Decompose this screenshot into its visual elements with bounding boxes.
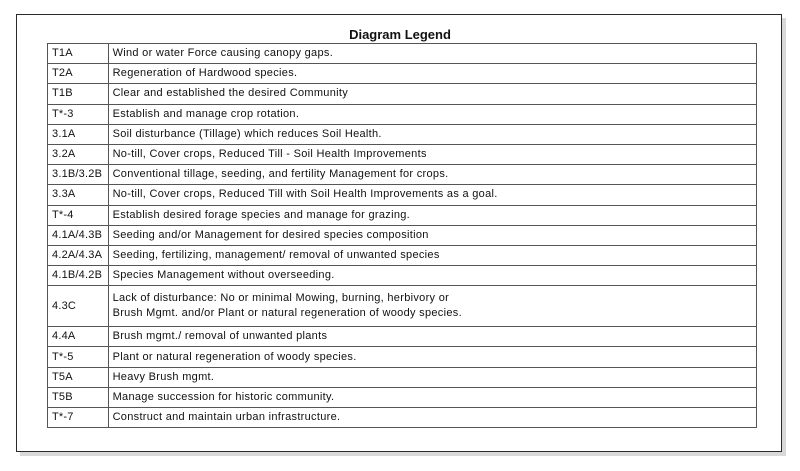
legend-description xyxy=(108,124,756,144)
legend-code: T*-7 xyxy=(48,408,109,428)
legend-description xyxy=(108,245,756,265)
description-line: Manage succession for historic community. xyxy=(112,390,335,403)
table-row xyxy=(48,266,757,286)
description-line: Soil disturbance (Tillage) which reduces Soil Health. xyxy=(112,127,382,140)
legend-description xyxy=(108,165,756,185)
legend-code: T*-3 xyxy=(48,104,109,124)
table-row xyxy=(48,367,757,387)
legend-description xyxy=(108,44,756,64)
table-row xyxy=(48,245,757,265)
legend-code: 3.1B/3.2B xyxy=(48,165,109,185)
table-row xyxy=(48,225,757,245)
table-row xyxy=(48,165,757,185)
legend-code: 4.1A/4.3B xyxy=(48,225,109,245)
legend-code: 4.1B/4.2B xyxy=(48,266,109,286)
legend-code: T5B xyxy=(48,387,109,407)
legend-description xyxy=(108,144,756,164)
description-line: Lack of disturbance: No or minimal Mowing, burning, herbivory or xyxy=(112,292,450,305)
legend-code: 4.3C xyxy=(48,286,109,327)
description-line: Species Management without overseeding. xyxy=(112,269,335,282)
description-line: Brush Mgmt. and/or Plant or natural regeneration of woody species. xyxy=(112,307,462,320)
description-line: Establish desired forage species and manage for grazing. xyxy=(112,208,411,221)
table-row xyxy=(48,408,757,428)
legend-description xyxy=(108,327,756,347)
legend-code: T1B xyxy=(48,84,109,104)
table-row xyxy=(48,124,757,144)
legend-code: 3.2A xyxy=(48,144,109,164)
table-row xyxy=(48,144,757,164)
table-row xyxy=(48,44,757,64)
table-row xyxy=(48,327,757,347)
legend-table-body xyxy=(48,44,757,428)
table-row xyxy=(48,347,757,367)
legend-description xyxy=(108,408,756,428)
description-line: No-till, Cover crops, Reduced Till with Soil Health Improvements as a goal. xyxy=(112,188,498,201)
table-row xyxy=(48,286,757,327)
legend-description xyxy=(108,387,756,407)
legend-code: T*-4 xyxy=(48,205,109,225)
table-row xyxy=(48,104,757,124)
legend-description xyxy=(108,225,756,245)
legend-description xyxy=(108,205,756,225)
legend-description xyxy=(108,84,756,104)
table-row xyxy=(48,64,757,84)
legend-code: T*-5 xyxy=(48,347,109,367)
description-line: Construct and maintain urban infrastructure. xyxy=(112,411,341,424)
description-line: Brush mgmt./ removal of unwanted plants xyxy=(112,330,328,343)
legend-table xyxy=(47,43,757,428)
legend-code: T1A xyxy=(48,44,109,64)
description-line: Heavy Brush mgmt. xyxy=(112,370,215,383)
legend-description xyxy=(108,104,756,124)
description-line: Regeneration of Hardwood species. xyxy=(112,67,298,80)
legend-description xyxy=(108,286,756,327)
legend-description xyxy=(108,347,756,367)
description-line: Establish and manage crop rotation. xyxy=(112,107,300,120)
legend-description xyxy=(108,367,756,387)
legend-code: T5A xyxy=(48,367,109,387)
description-line: Seeding and/or Management for desired species composition xyxy=(112,228,429,241)
description-line: Seeding, fertilizing, management/ removal of unwanted species xyxy=(112,248,440,261)
legend-code: 3.3A xyxy=(48,185,109,205)
legend-title: Diagram Legend xyxy=(349,27,451,42)
table-row xyxy=(48,185,757,205)
description-line: No-till, Cover crops, Reduced Till - Soil Health Improvements xyxy=(112,148,427,161)
legend-description xyxy=(108,266,756,286)
description-line: Wind or water Force causing canopy gaps. xyxy=(112,47,334,60)
description-line: Conventional tillage, seeding, and fertility Management for crops. xyxy=(112,168,449,181)
legend-code: 4.4A xyxy=(48,327,109,347)
description-line: Plant or natural regeneration of woody species. xyxy=(112,350,357,363)
legend-code: 4.2A/4.3A xyxy=(48,245,109,265)
legend-code: 3.1A xyxy=(48,124,109,144)
table-row xyxy=(48,387,757,407)
table-row xyxy=(48,84,757,104)
legend-description xyxy=(108,64,756,84)
legend-code: T2A xyxy=(48,64,109,84)
table-row xyxy=(48,205,757,225)
legend-description xyxy=(108,185,756,205)
legend-panel xyxy=(16,14,782,452)
description-line: Clear and established the desired Community xyxy=(112,87,349,100)
